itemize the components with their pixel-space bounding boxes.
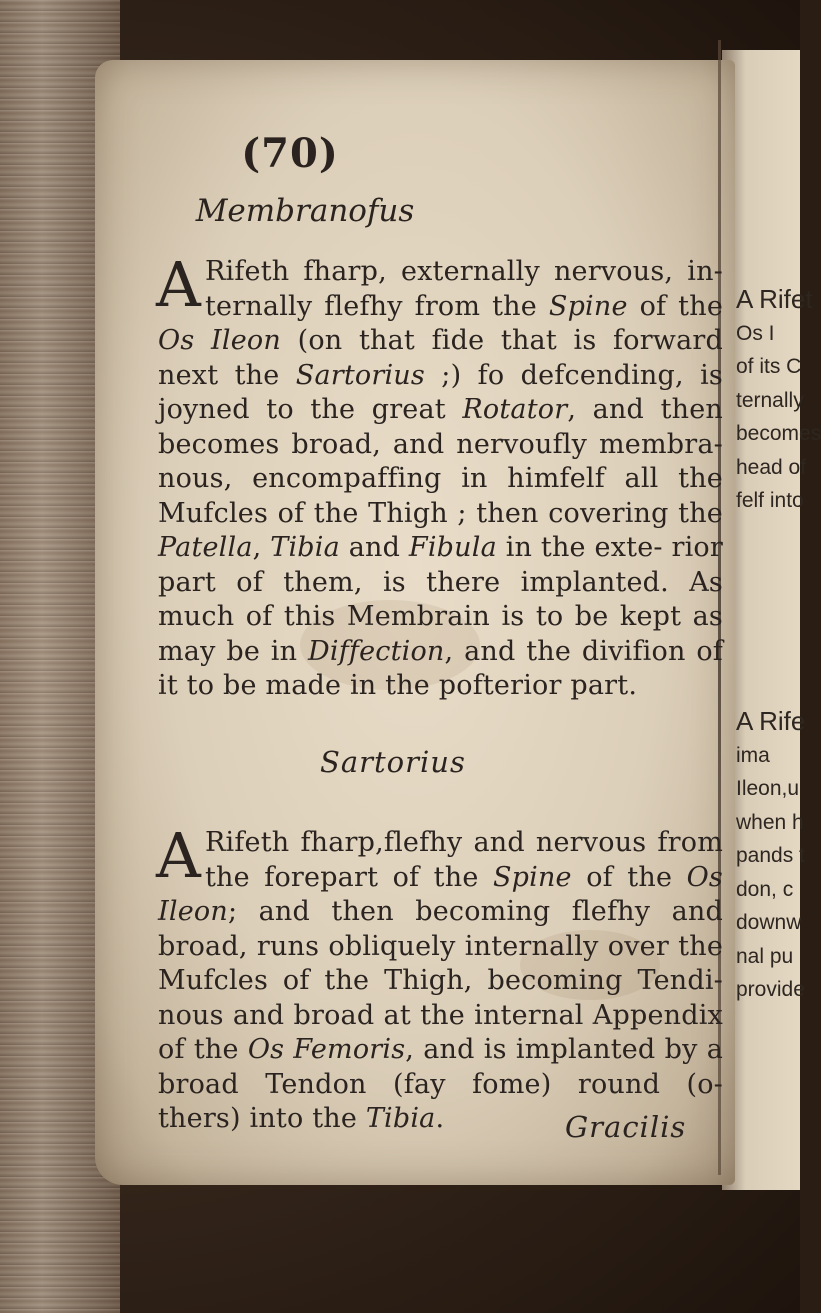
facing-page-line: when h [736,810,804,834]
facing-page-line: ima [736,743,770,767]
text-run: . [435,1103,445,1134]
drop-cap: A [156,248,201,321]
text-run: , and is implanted by a broad Tendon (fay fome) round (o- thers) into the [158,1034,723,1134]
text-run: ;) fo defcending, is joyned to the great [158,359,723,425]
italic-term: Os Ileon [158,325,281,356]
heading-sartorius: Sartorius [320,745,466,779]
facing-page-line: pands t [736,844,805,867]
text-run: (on that fide that is forward next the [158,325,723,391]
facing-page-line: A Rifet [736,284,813,314]
italic-term: Os Femoris [247,1034,406,1065]
page-number: (70) [241,130,339,177]
facing-page-line: becomes [736,422,821,445]
italic-term: Sartorius [295,359,425,391]
running-head: Membranofus [195,193,415,229]
italic-term: Tibia [365,1103,436,1134]
facing-page-line: Os I [736,321,775,345]
facing-page-line: Ileon,u [736,777,800,800]
facing-page-line: felf into [736,489,804,512]
facing-page-line: of its C [736,355,802,378]
italic-term: Os Ileon [158,861,723,927]
facing-page-line: downw [736,911,802,934]
facing-page-line: head of [736,455,807,479]
italic-term: Patella [158,532,253,563]
facing-page-line: provide [736,978,805,1001]
text-run: , and the divifion of it to be made in the pofterior part. [158,635,723,701]
text-run: , [252,532,271,563]
paragraph-membranosus [156,248,723,704]
italic-term: Fibula [408,532,497,563]
facing-page-line: nal pu [736,944,794,968]
facing-page-text-upper [736,283,821,518]
facing-page-line: ternally [736,388,804,412]
text-run: of the [627,290,723,322]
facing-page-text-lower [736,705,806,1007]
italic-term: Spine [492,861,572,893]
text-run: Rifeth fharp, externally nervous, in- ternally flefhy from the [204,256,723,322]
drop-cap: A [156,819,201,892]
text-run: in the exte- rior part of them, is there implanted. As much of this Membrain is to be kept as may be in [158,532,723,667]
text-run: of the [571,861,687,893]
text-run: Rifeth fharp,flefhy and nervous from the forepart of the [204,827,723,893]
italic-term: Spine [548,290,628,322]
facing-page-line: A Rife [736,706,806,736]
facing-page-line: don, c [736,877,794,901]
italic-term: Tibia [270,532,340,563]
text-run: ; and then becoming flefhy and broad, runs obliquely internally over the Mufcles of the Thigh, becoming Tendi- nous and broad at the internal Appendix of the [158,896,723,1065]
italic-term: Diffection [308,635,445,667]
italic-term: Rotator [462,394,568,425]
heading-gracilis: Gracilis [565,1110,687,1144]
text-run: and [339,532,409,563]
paragraph-sartorius [156,819,723,1137]
text-run: , and then becomes broad, and nervoufly membra- nous, encompaffing in himfelf all the Mufcles of the Thigh ; then covering the [158,394,723,529]
